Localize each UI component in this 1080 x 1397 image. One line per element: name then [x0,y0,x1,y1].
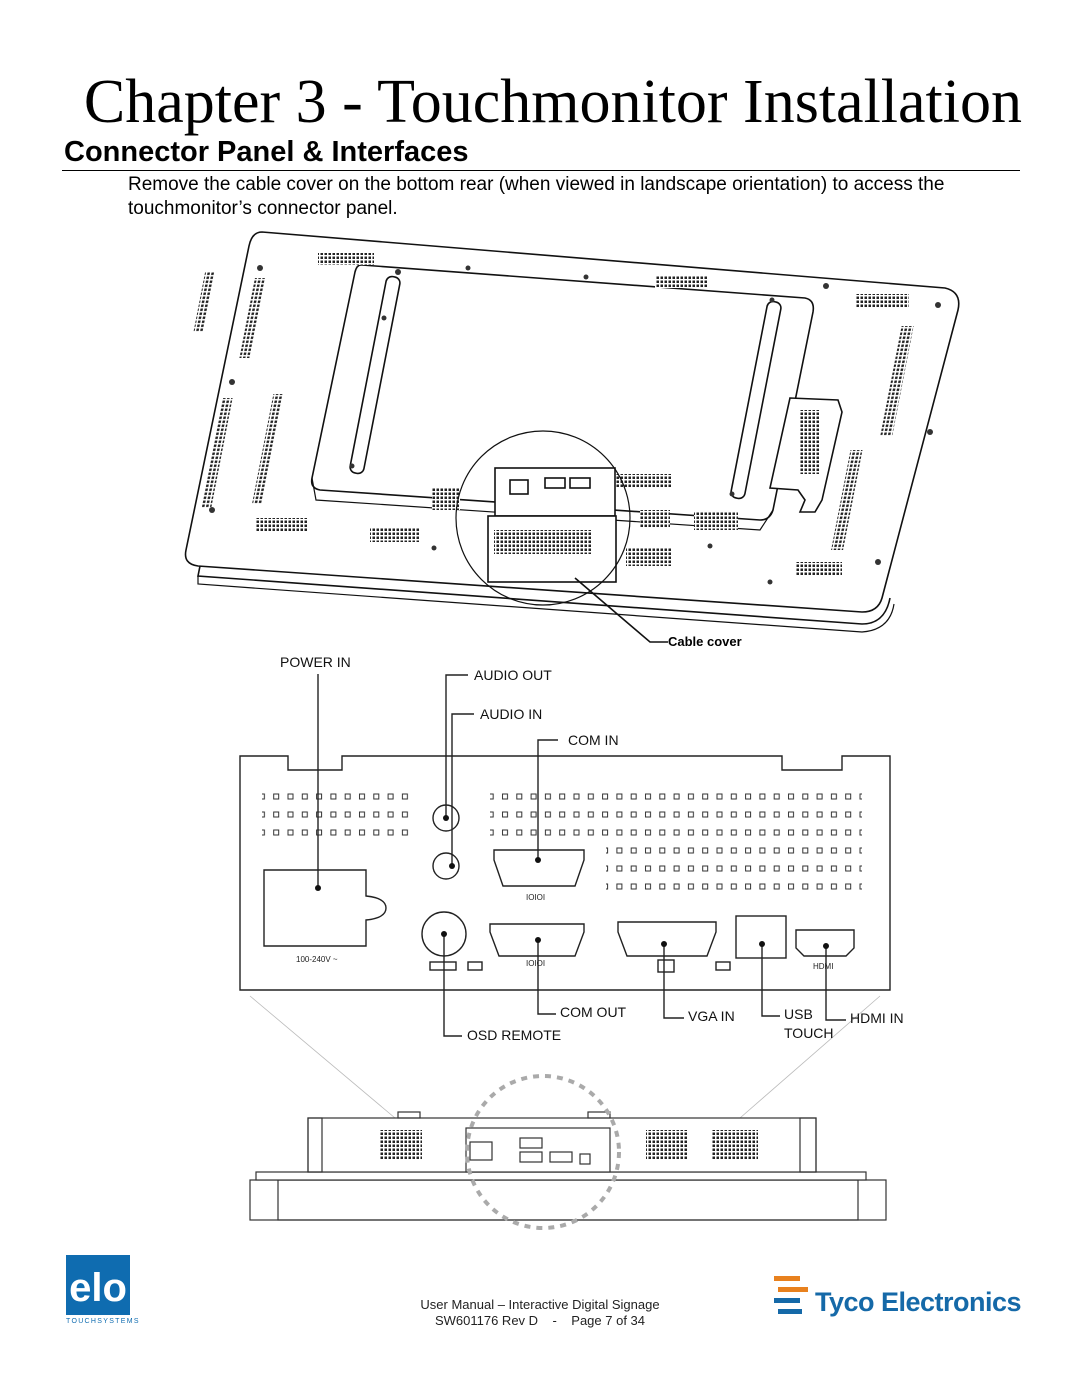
label-com-out: COM OUT [560,1004,627,1020]
footer-page-info: SW601176 Rev D - Page 7 of 34 [434,1313,646,1328]
svg-text:elo: elo [69,1266,127,1310]
label-hdmi-in: HDMI IN [850,1010,904,1026]
chapter-title: Chapter 3 - Touchmonitor Installation [83,68,1022,136]
intro-paragraph: Remove the cable cover on the bottom rear (when viewed in landscape orientation) to access the touchmonitor’s connector panel. [128,174,945,219]
footer-manual-title: User Manual – Interactive Digital Signage [420,1297,660,1312]
section-title: Connector Panel & Interfaces [64,136,469,168]
cable-cover-callout: Cable cover [668,634,742,649]
tyco-logo-text: Tyco Electronics [815,1287,1022,1317]
label-vga-in: VGA IN [688,1008,735,1024]
com-in-mark: IOIOI [526,893,546,902]
voltage-mark: 100-240V ~ [296,955,338,964]
monitor-rear-view [186,232,959,642]
label-com-in: COM IN [568,732,619,748]
label-audio-in: AUDIO IN [480,706,543,722]
com-out-mark: IOIOI [526,959,546,968]
label-audio-out: AUDIO OUT [474,667,552,683]
label-usb: USB [784,1006,813,1022]
page-footer [300,1297,780,1329]
label-power-in: POWER IN [280,654,351,670]
elo-subtitle: TOUCHSYSTEMS [66,1318,140,1325]
label-osd-remote: OSD REMOTE [467,1027,562,1043]
connector-panel [240,674,890,1118]
monitor-side-view [250,1076,886,1228]
hdmi-mark: HDMI [813,962,834,971]
label-touch: TOUCH [784,1025,834,1041]
